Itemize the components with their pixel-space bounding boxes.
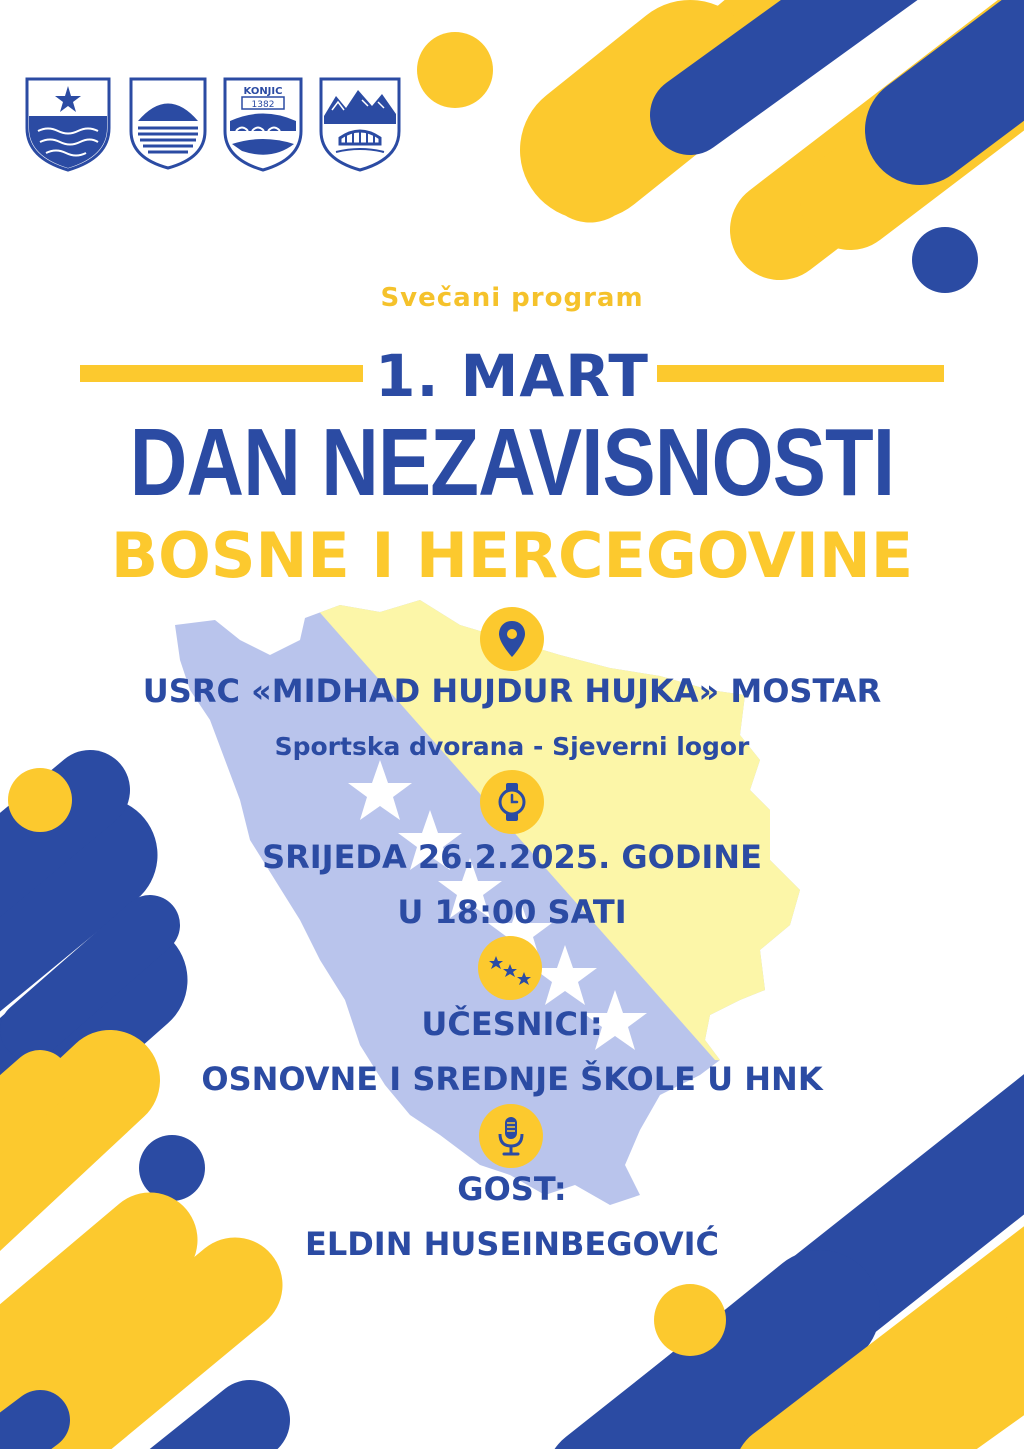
- crest-konjic-text-2: 1382: [251, 100, 275, 110]
- guest-label: GOST:: [457, 1170, 567, 1208]
- crest-star-waves: [24, 76, 112, 172]
- crest-konjic: [222, 76, 304, 172]
- sub-title: BOSNE I HERCEGOVINE: [110, 519, 914, 592]
- crest-bridge-sun: [128, 76, 208, 170]
- venue-name: USRC «MIDHAD HUJDUR HUJKA» MOSTAR: [142, 672, 882, 710]
- stars-icon: [478, 936, 542, 1000]
- participants-badge: [478, 936, 542, 1000]
- participants-value: OSNOVNE I SREDNJE ŠKOLE U HNK: [201, 1060, 823, 1098]
- guest-value: ELDIN HUSEINBEGOVIĆ: [304, 1225, 719, 1263]
- date-title: 1. MART: [375, 342, 649, 410]
- location-badge: [480, 607, 544, 671]
- program-subtitle: Svečani program: [380, 283, 644, 313]
- main-title: DAN NEZAVISNOSTI: [129, 409, 895, 516]
- guest-badge: [479, 1104, 543, 1168]
- participants-label: UČESNICI:: [421, 1005, 603, 1043]
- event-date: SRIJEDA 26.2.2025. GODINE: [262, 838, 762, 876]
- watch-icon: [480, 770, 544, 834]
- time-badge: [480, 770, 544, 834]
- event-hour: U 18:00 SATI: [397, 893, 627, 931]
- location-pin-icon: [480, 607, 544, 671]
- microphone-icon: [479, 1104, 543, 1168]
- crest-konjic-text-1: KONJIC: [243, 86, 283, 97]
- venue-hall: Sportska dvorana - Sjeverni logor: [274, 732, 750, 761]
- crest-mountains: [318, 76, 402, 172]
